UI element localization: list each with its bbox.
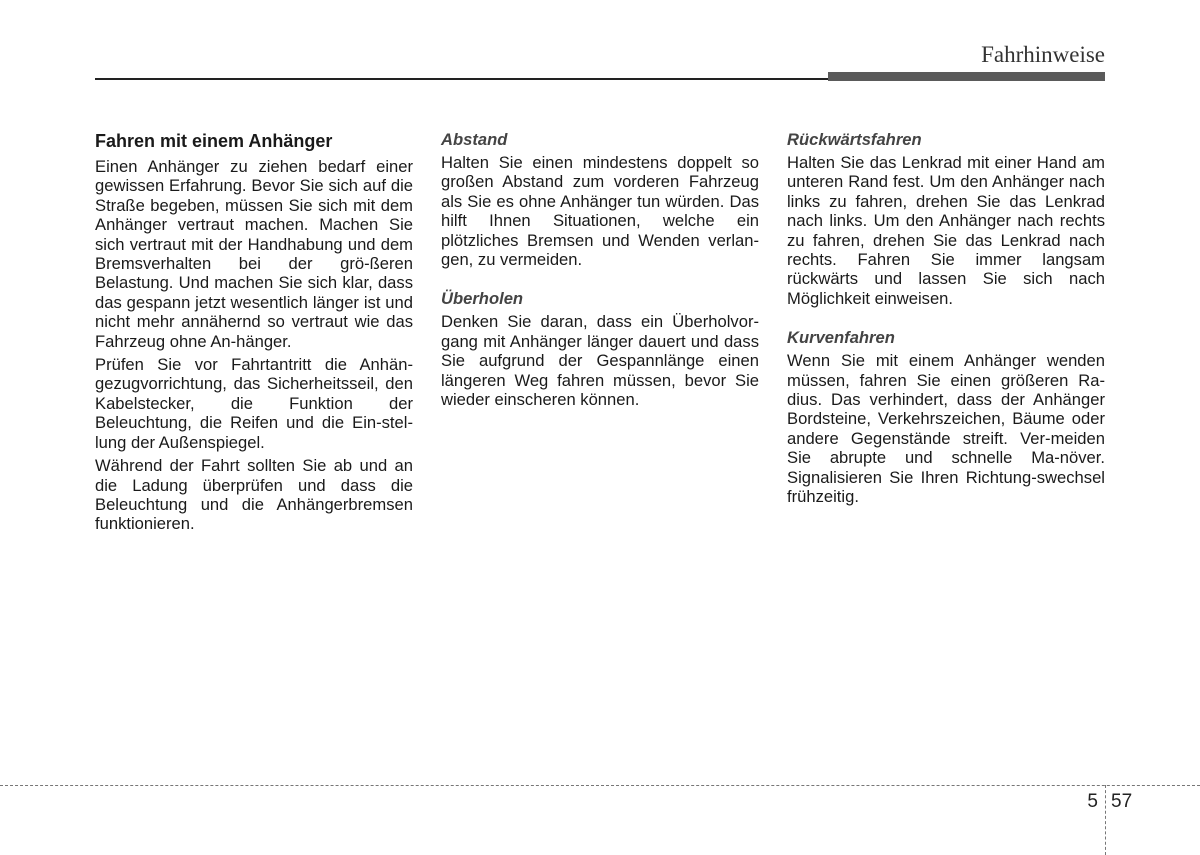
right-column [787,130,1105,527]
middle-column [441,130,759,429]
paragraph: Halten Sie einen mindestens doppelt so großen Abstand zum vorderen Fahrzeug als Sie es ohne Anhänger tun würden. Das hilft Ihnen Situationen, welche ein plötzliches Bremsen und Wenden verlan-gen, zu vermeiden. [441,153,759,270]
paragraph: Denken Sie daran, dass ein Überholvor-gang mit Anhänger länger dauert und dass Sie aufgrund der Gespannlänge einen längeren Weg fahren müssen, bevor Sie wieder einscheren können. [441,312,759,410]
paragraph: Wenn Sie mit einem Anhänger wenden müssen, fahren Sie einen größeren Ra-dius. Das verhindert, dass der Anhänger Bordsteine, Verkehrszeichen, Bäume oder andere Gegenstände streift. Ver-meiden Sie abrupte und schnelle Ma-növer. Signalisieren Sie Ihren Richtung-swechsel frühzeitig. [787,351,1105,507]
section-heading: Fahren mit einem Anhänger [95,131,333,151]
paragraph: Während der Fahrt sollten Sie ab und an die Ladung überprüfen und dass die Beleuchtung und die Anhängerbremsen funktionieren. [95,456,413,534]
chapter-number: 5 [1087,791,1098,812]
section-abstand [441,130,759,269]
footer-dashed-divider [1105,785,1106,855]
paragraph: Halten Sie das Lenkrad mit einer Hand am unteren Rand fest. Um den Anhänger nach links zu fahren, drehen Sie das Lenkrad nach links. Um den Anhänger nach rechts zu fahren, drehen Sie das Lenkrad nach rechts. Fahren Sie immer langsam rückwärts und lassen Sie sich nach Möglichkeit einweisen. [787,153,1105,308]
section-kurvenfahren [787,328,1105,506]
header-rule-accent [828,72,1105,81]
section-rueckwaertsfahren [787,130,1105,308]
subheading: Überholen [441,289,524,309]
paragraph: Prüfen Sie vor Fahrtantritt die Anhän-gezugvorrichtung, das Sicherheitsseil, den Kabelstecker, die Funktion der Beleuchtung, die Reifen und die Ein-stel-lung der Außenspiegel. [95,355,413,452]
page-number: 57 [1111,791,1133,812]
section-ueberholen [441,289,759,409]
subheading: Rückwärtsfahren [787,130,922,149]
page-header-title: Fahrhinweise [981,42,1105,67]
paragraph: Einen Anhänger zu ziehen bedarf einer gewissen Erfahrung. Bevor Sie sich auf die Straße begeben, müssen Sie sich mit dem Anhänger vertraut machen. Machen Sie sich vertraut mit der Handhabung und dem Bremsverhalten bei der grö-ßeren Belastung. Und machen Sie sich klar, dass das gespann jetzt wesentlich länger ist und nicht mehr annähernd so vertraut wie das Fahrzeug ohne An-hänger. [95,157,413,351]
left-column [95,130,413,538]
subheading: Abstand [441,130,508,149]
footer-dashed-rule [0,785,1200,786]
subheading: Kurvenfahren [787,328,895,348]
header-rule [95,78,830,80]
